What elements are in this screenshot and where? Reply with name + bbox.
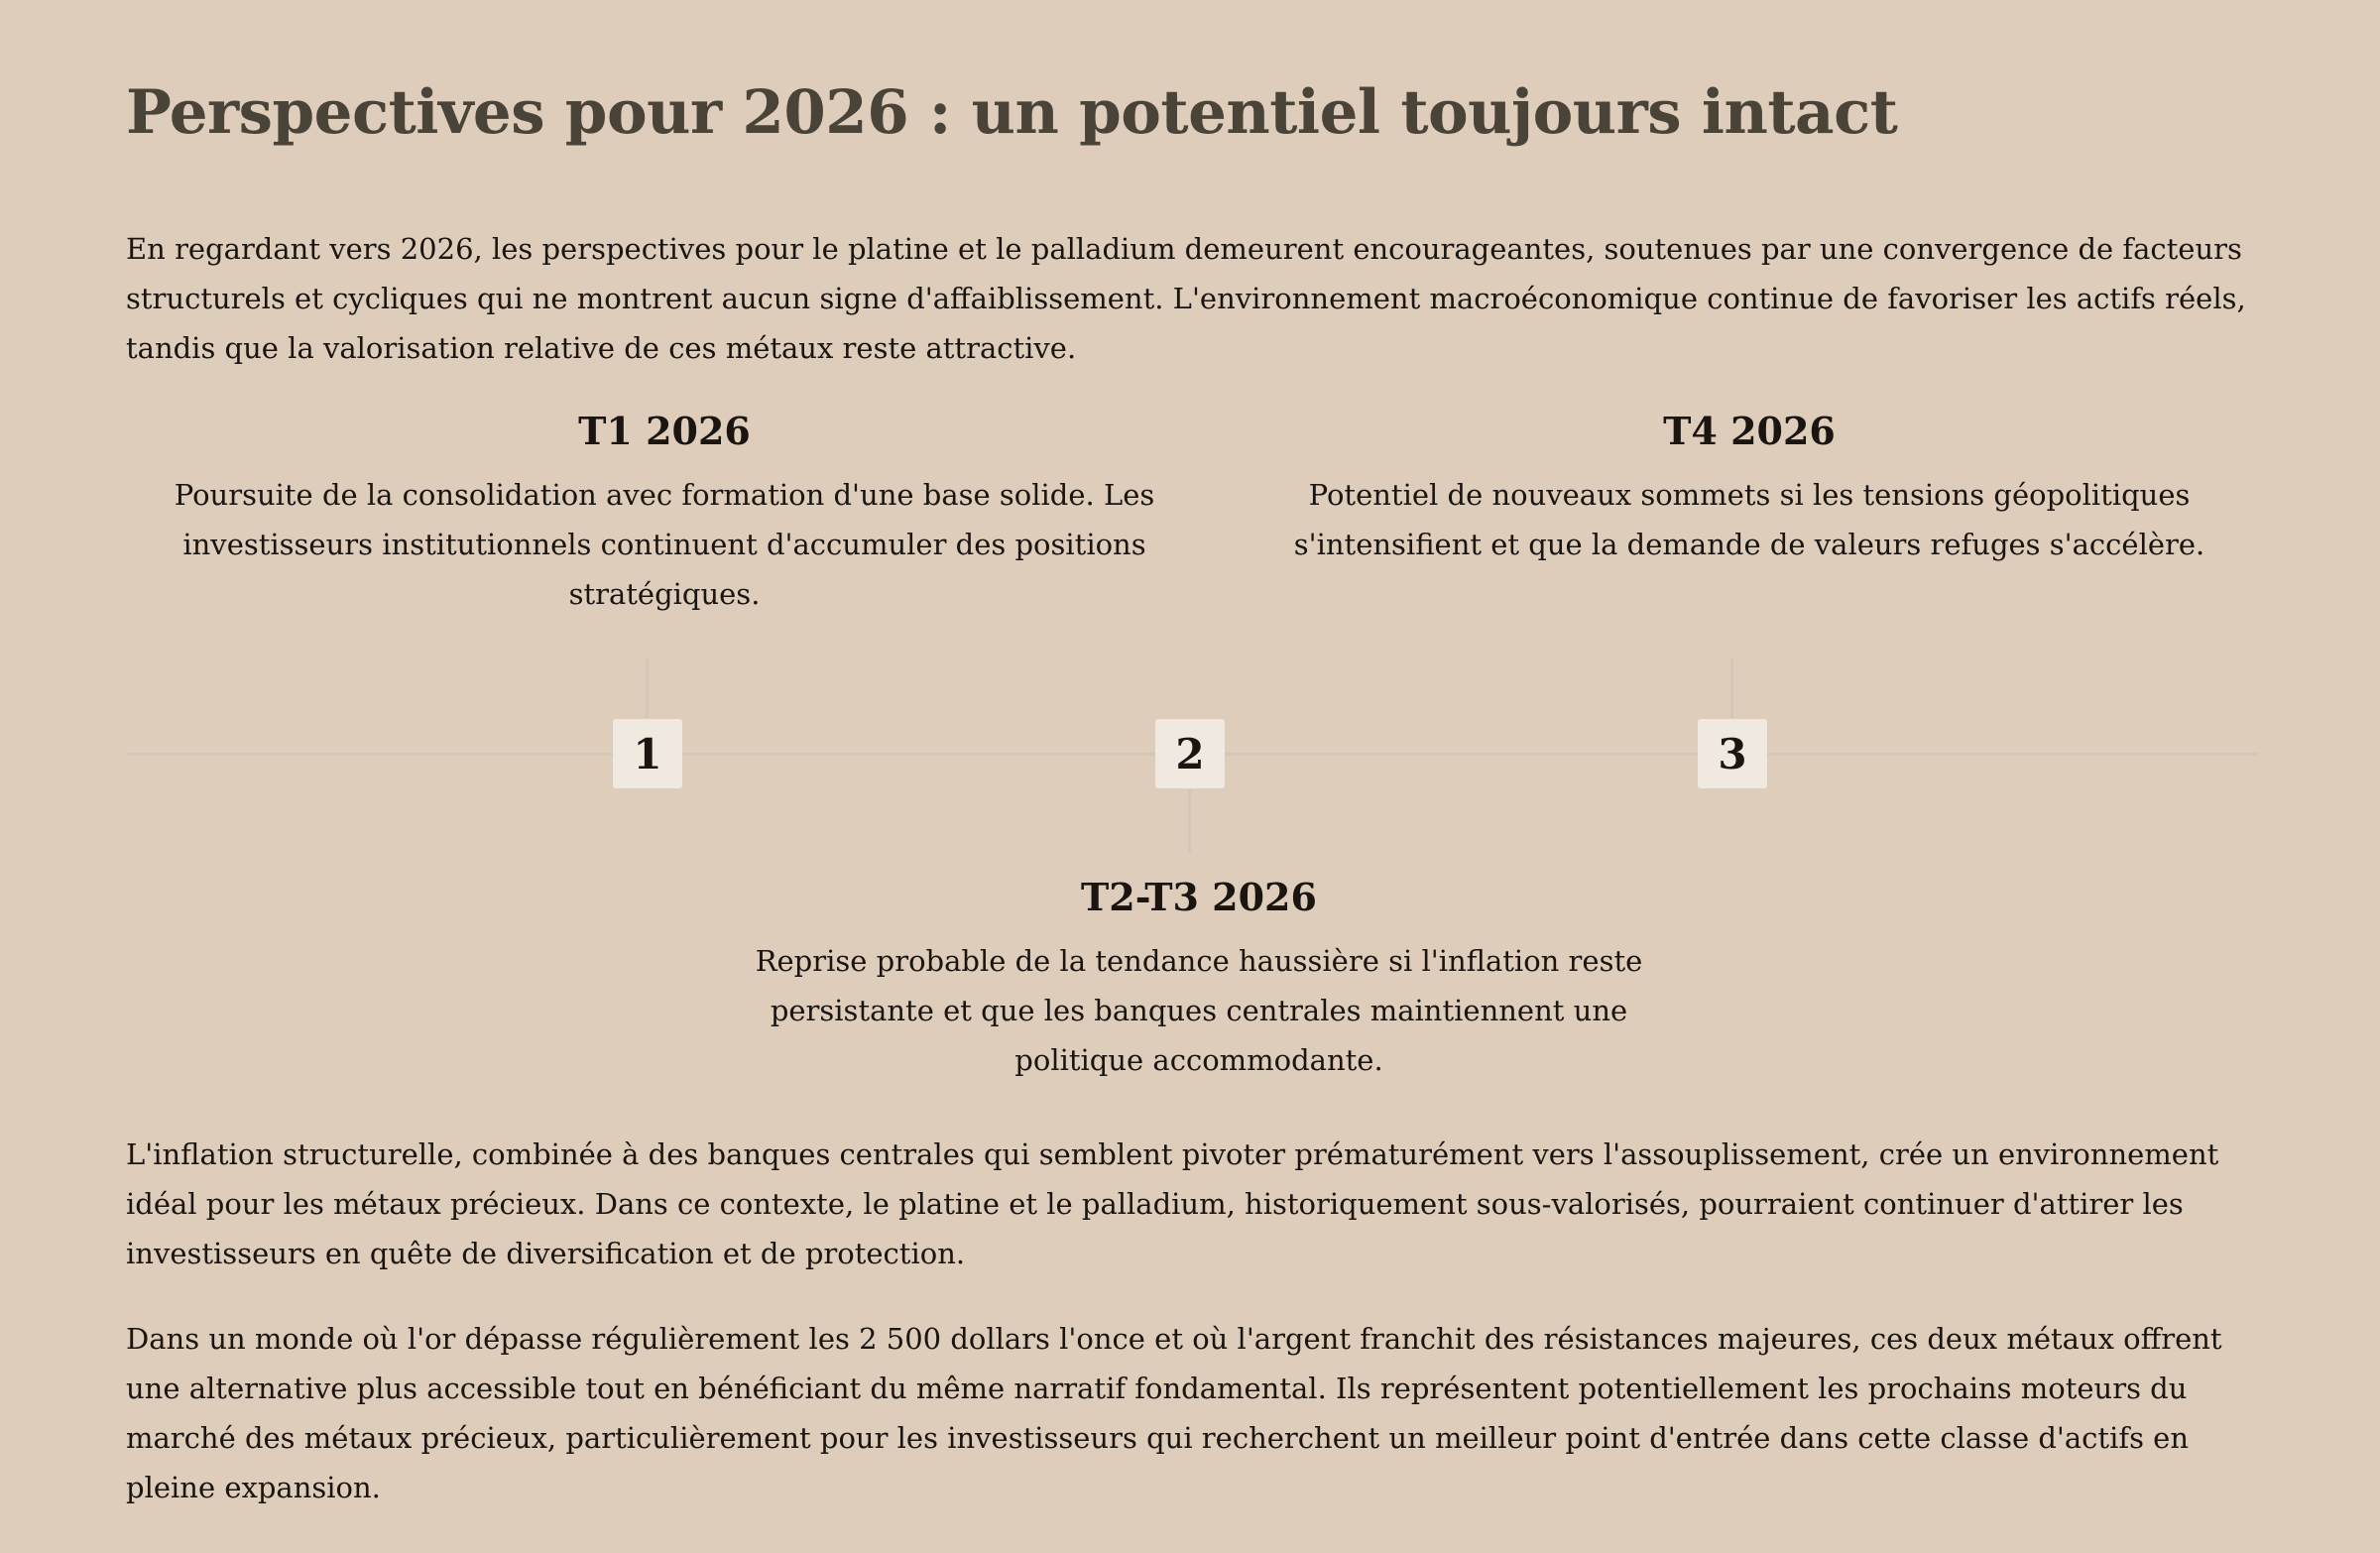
body-paragraph: Dans un monde où l'or dépasse régulièrement les 2 500 dollars l'once et où l'argent franchit des résistances majeures, ces deux métaux offrent une alternative plus accessible tout en bénéficiant du même narratif fondamental. Ils représentent potentiellement les prochains moteurs du marché des métaux précieux, particulièrement pour les investisseurs qui recherchent un meilleur point d'entrée dans cette classe d'actifs en pleine expansion. <box>126 1322 2222 1504</box>
timeline-marker-2: 2 <box>1155 719 1225 788</box>
event-period: T2-T3 2026 <box>1081 875 1317 919</box>
event-period: T4 2026 <box>1663 409 1836 453</box>
timeline-connector-3 <box>1730 658 1733 718</box>
timeline-connector-1 <box>646 658 649 718</box>
event-description: Poursuite de la consolidation avec formation d'une base solide. Les investisseurs institutionnels continuent d'accumuler des positions stratégiques. <box>174 478 1155 611</box>
timeline-connector-2 <box>1188 789 1191 853</box>
timeline-event-3 <box>1253 407 2245 569</box>
timeline-event-2 <box>703 873 1695 1085</box>
timeline-marker-1: 1 <box>613 719 682 788</box>
body-paragraph: L'inflation structurelle, combinée à des banques centrales qui semblent pivoter prématurément vers l'assouplissement, crée un environnement idéal pour les métaux précieux. Dans ce contexte, le platine et le palladium, historiquement sous-valorisés, pourraient continuer d'attirer les investisseurs en quête de diversification et de protection. <box>126 1137 2219 1270</box>
timeline-marker-3: 3 <box>1698 719 1767 788</box>
event-period: T1 2026 <box>578 409 751 453</box>
intro-paragraph: En regardant vers 2026, les perspectives pour le platine et le palladium demeurent encourageantes, soutenues par une convergence de facteurs structurels et cycliques qui ne montrent aucun signe d'affaiblissement. L'environnement macroéconomique continue de favoriser les actifs réels, tandis que la valorisation relative de ces métaux reste attractive. <box>126 232 2246 365</box>
event-description: Reprise probable de la tendance haussière si l'inflation reste persistante et que les banques centrales maintiennent une politique accommodante. <box>755 944 1643 1077</box>
timeline-event-1 <box>169 407 1160 619</box>
page-title: Perspectives pour 2026 : un potentiel toujours intact <box>126 77 1898 148</box>
event-description: Potentiel de nouveaux sommets si les tensions géopolitiques s'intensifient et que la demande de valeurs refuges s'accélère. <box>1293 478 2205 561</box>
